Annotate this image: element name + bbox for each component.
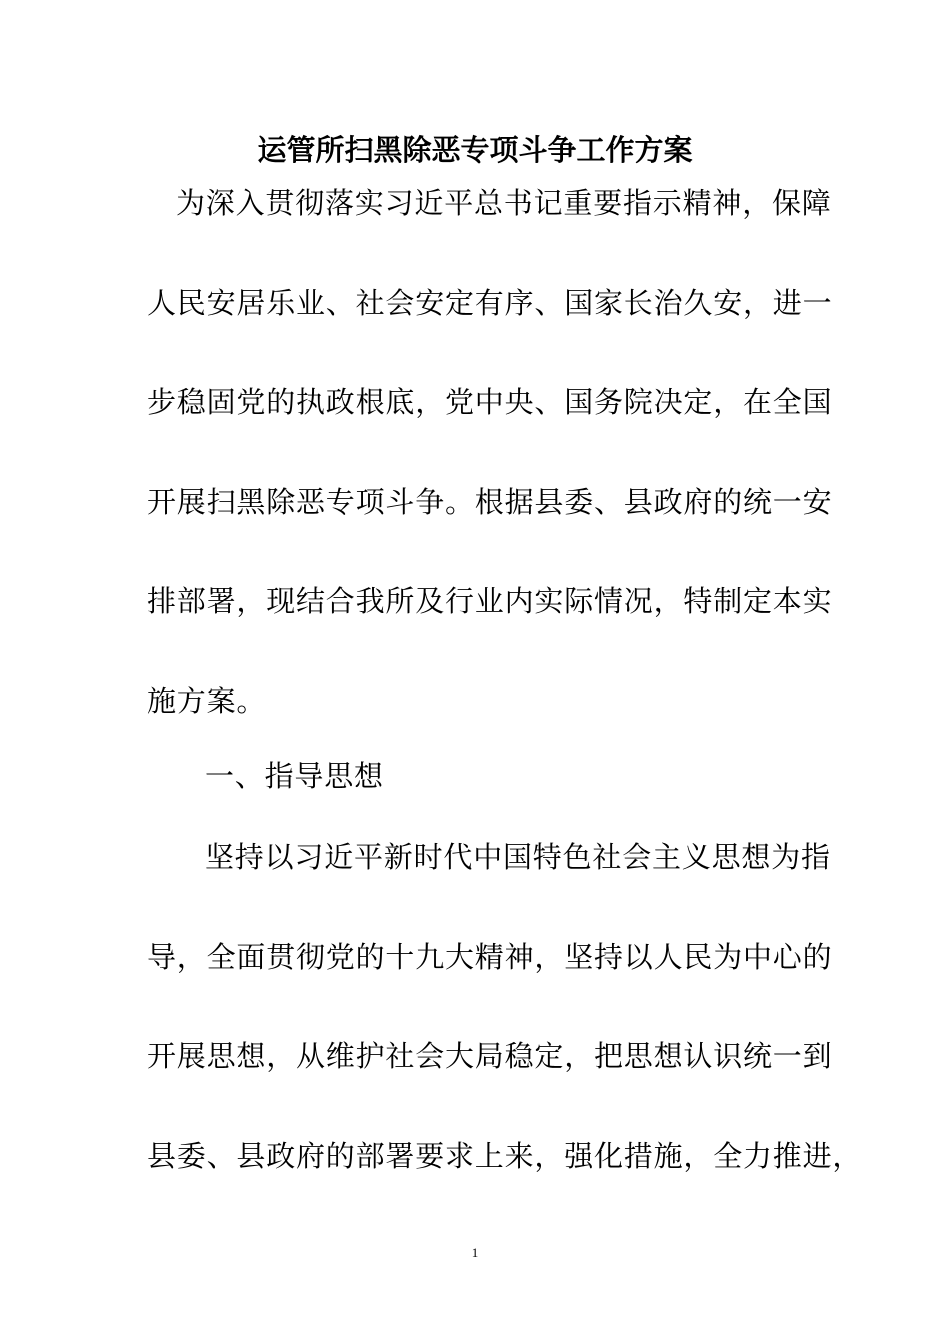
paragraph-line-2: 人民安居乐业、社会安定有序、国家长治久安，进一 (147, 286, 833, 320)
paragraph-line-5: 排部署，现结合我所及行业内实际情况，特制定本实 (147, 584, 833, 618)
paragraph-line-4: 开展扫黑除恶专项斗争。根据县委、县政府的统一安 (147, 485, 833, 519)
paragraph-line-9: 开展思想，从维护社会大局稳定，把思想认识统一到 (147, 1039, 833, 1073)
page-number: 1 (471, 1245, 479, 1260)
paragraph-line-1: 为深入贯彻落实习近平总书记重要指示精神，保障 (176, 186, 832, 220)
section-heading: 一、指导思想 (205, 759, 384, 793)
paragraph-line-8: 导，全面贯彻党的十九大精神，坚持以人民为中心的 (147, 940, 833, 974)
paragraph-line-6: 施方案。 (147, 684, 267, 718)
paragraph-line-10: 县委、县政府的部署要求上来，强化措施，全力推进， (147, 1139, 863, 1173)
paragraph-line-3: 步稳固党的执政根底，党中央、国务院决定，在全国 (147, 385, 833, 419)
paragraph-line-7: 坚持以习近平新时代中国特色社会主义思想为指 (205, 840, 831, 874)
document-title: 运管所扫黑除恶专项斗争工作方案 (257, 133, 693, 167)
